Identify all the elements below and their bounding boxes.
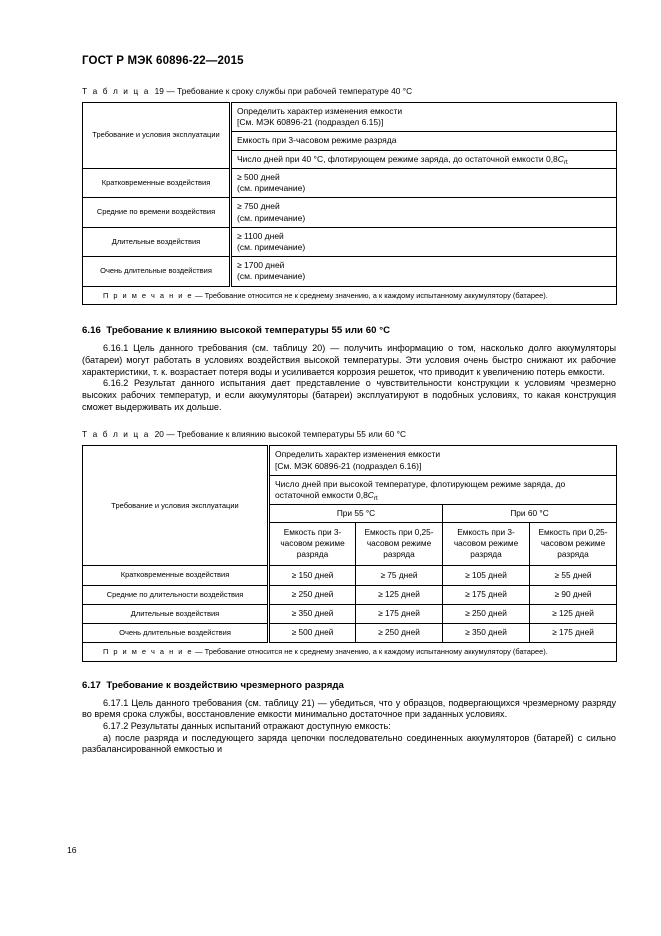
table-20-subheader-1: Емкость при 0,25-часовом режиме разряда [356,523,443,566]
table-19-row-0-label: Кратковременные воздействия [83,168,231,197]
table-20-caption-number: 20 [154,429,164,440]
table-19-caption-number: 19 [154,86,164,96]
table-20-subheader-3: Емкость при 0,25-часовом режиме разряда [530,523,617,566]
table-19-row-3-note: (см. примечание) [237,271,306,282]
table-19-caption-text: — Требование к сроку службы при рабочей температуре 40 °С [166,86,413,96]
table-row [83,604,617,623]
table-20-header-line-1: Определить характер изменения емкости [275,449,441,460]
table-19-row-2-days: ≥ 1100 дней [237,230,284,241]
table-20-row-0-value-1: ≥ 75 дней [356,566,443,585]
table-20-row-3-value-2: ≥ 350 дней [443,623,530,642]
table-20 [82,445,617,661]
table-row [83,585,617,604]
table-20-row-3-label: Очень длительные воздействия [83,623,269,642]
table-19-row-3-label: Очень длительные воздействия [83,257,231,286]
table-19-row-0-value [231,168,617,197]
table-20-row-3-value-3: ≥ 175 дней [530,623,617,642]
table-19-row-1-value [231,198,617,227]
table-row [83,257,617,286]
section-6-17-paragraph-3: а) после разряда и последующего заряда цепочки последовательно соединенных аккумуляторов (батарей) с сильно разбалансированной емкостью и [82,732,616,755]
table-20-caption-label: Т а б л и ц а [82,429,150,440]
table-19-header-requirement [231,103,617,132]
table-19-capacity-mode: Емкость при 3-часовом режиме разряда [231,132,617,150]
table-20-row-1-value-2: ≥ 175 дней [443,585,530,604]
table-20-header-requirement [269,446,617,475]
table-row [83,168,617,197]
table-row [83,566,617,585]
table-20-row-label-header [83,446,269,566]
table-20-row-1-label: Средние по длительности воздействия [83,585,269,604]
table-19-row-1-note: (см. примечание) [237,212,306,223]
table-20-row-2-value-2: ≥ 250 дней [443,604,530,623]
table-20-caption [82,429,616,439]
table-19-note-text: — Требование относится не к среднему значению, а к каждому испытанному аккумулятору (батарее). [193,290,548,300]
capacity-symbol: C [367,489,374,500]
table-20-row-1-value-0: ≥ 250 дней [269,585,356,604]
page-content [82,86,616,756]
table-20-row-3-value-1: ≥ 250 дней [356,623,443,642]
section-6-16-title: Требование к влиянию высокой температуры 55 или 60 °С [106,325,391,337]
section-6-16-paragraph-2: 6.16.2 Результат данного испытания дает представление о чувствительности конструкции к условиям чрезмерно высоких рабочих температур, и если аккумуляторы (батареи) эксплуатируют в подобных условиях, то какая конструкция сможет выдерживать их дольше. [82,378,616,412]
table-20-days-condition [269,475,617,504]
capacity-subscript: rt [563,158,568,166]
capacity-symbol: C [557,153,564,164]
table-20-row-3-value-0: ≥ 500 дней [269,623,356,642]
table-20-note-text: — Требование относится не к среднему значению, а к каждому испытанному аккумулятору (батарее). [193,646,548,656]
section-6-17-title: Требование к воздействию чрезмерного разряда [106,679,344,691]
document-standard-title: ГОСТ Р МЭК 60896-22—2015 [82,55,244,67]
table-20-row-0-value-3: ≥ 55 дней [530,566,617,585]
section-6-16-paragraph-1: 6.16.1 Цель данного требования (см. таблицу 20) — получить информацию о том, насколько долго аккумуляторы (батареи) могут работать в условиях воздействия высокой температуры. Эти условия очень быстро снижают их рабочие характеристики, т. к. возрастает потеря воды и усиливается коррозия решеток, что приводит к увеличению потерь емкости. [82,343,616,377]
table-19-days-condition [231,150,617,168]
table-20-row-2-value-0: ≥ 350 дней [269,604,356,623]
table-19-header-line-2: [См. МЭК 60896-21 (подраздел 6.15)] [237,117,384,128]
table-row [83,623,617,642]
table-19-row-label-header [83,103,231,169]
table-19-row-0-note: (см. примечание) [237,183,306,194]
table-19-row-3-days: ≥ 1700 дней [237,260,285,271]
table-20-subheader-2: Емкость при 3-часовом режиме разряда [443,523,530,566]
table-20-row-2-value-3: ≥ 125 дней [530,604,617,623]
table-19-row-2-note: (см. примечание) [237,241,306,252]
table-20-temp-group-60: При 60 °С [443,505,617,523]
table-19-days-condition-text: Число дней при 40 °С, флотирующем режиме заряда, до остаточной емкости 0,8 [237,153,558,164]
table-20-row-2-value-1: ≥ 175 дней [356,604,443,623]
table-20-note-word: П р и м е ч а н и е [103,646,194,656]
table-20-row-1-value-1: ≥ 125 дней [356,585,443,604]
table-20-subheader-0: Емкость при 3-часовом режиме разряда [269,523,356,566]
table-20-row-0-label: Кратковременные воздействия [83,566,269,585]
section-6-17-paragraph-2: 6.17.2 Результаты данных испытаний отражают доступную емкость: [103,720,391,731]
table-20-caption-text: — Требование к влиянию высокой температуры 55 или 60 °С [166,429,407,440]
table-20-row-0-value-0: ≥ 150 дней [269,566,356,585]
table-19-note-word: П р и м е ч а н и е [103,290,194,300]
table-20-temp-group-55: При 55 °С [269,505,443,523]
table-19-row-3-value [231,257,617,286]
table-row [83,642,617,661]
table-row [83,227,617,256]
table-19-caption-label: Т а б л и ц а [82,86,150,96]
capacity-subscript: rt [373,494,378,502]
table-19-caption [82,86,616,96]
table-20-row-0-value-2: ≥ 105 дней [443,566,530,585]
section-6-17-number: 6.17 [82,679,101,691]
section-6-16-heading [82,325,616,336]
table-20-days-condition-text: Число дней при высокой температуре, флотирующем режиме заряда, до остаточной емкости 0,8 [275,478,566,500]
section-6-17-paragraph-1: 6.17.1 Цель данного требования (см. таблицу 21) — убедиться, что у образцов, подвергающихся чрезмерному разряду во время срока службы, восстановление емкости минимально достаточное при заданных условиях. [82,697,616,720]
table-19-row-1-label: Средние по времени воздействия [83,198,231,227]
table-19-row-2-label: Длительные воздействия [83,227,231,256]
table-20-note [83,642,617,661]
table-19-row-1-days: ≥ 750 дней [237,201,280,212]
table-19-header-line-1: Определить характер изменения емкости [237,106,403,116]
table-row [83,198,617,227]
table-20-row-2-label: Длительные воздействия [83,604,269,623]
table-19-row-label-header-text: Требование и условия эксплуатации [92,130,220,140]
table-20-header-line-2: [См. МЭК 60896-21 (подраздел 6.16)] [275,460,422,471]
table-19-row-2-value [231,227,617,256]
table-row [83,286,617,305]
table-20-row-1-value-3: ≥ 90 дней [530,585,617,604]
table-20-row-label-header-text: Требование и условия эксплуатации [111,500,239,510]
section-6-17-heading [82,680,616,691]
table-19-row-0-days: ≥ 500 дней [237,171,280,182]
page-number: 16 [67,845,77,855]
table-19-note [83,286,617,305]
section-6-16-number: 6.16 [82,325,101,337]
table-19 [82,102,617,305]
table-row [83,446,617,475]
table-row [83,103,617,132]
